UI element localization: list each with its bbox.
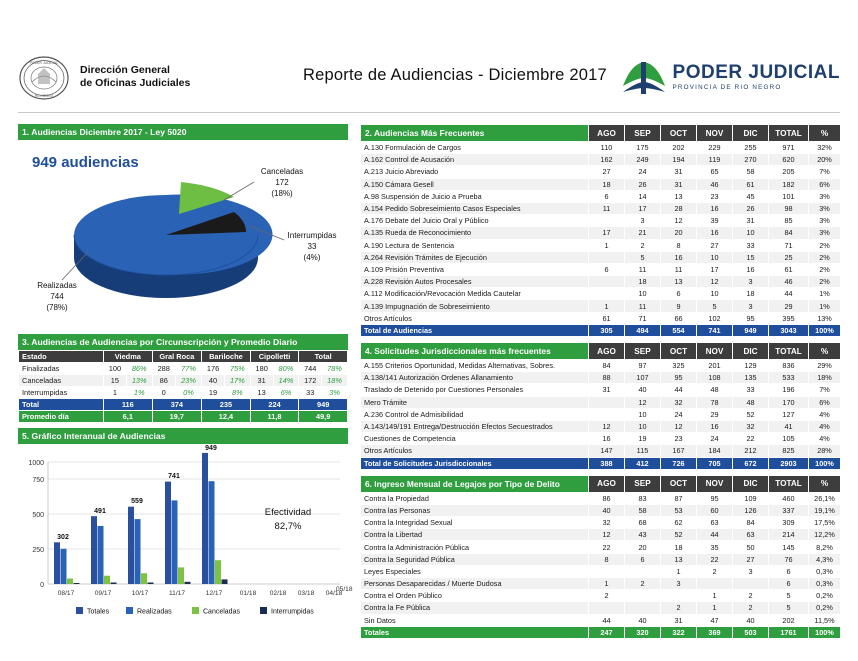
table-row: A.135 Rueda de Reconocimiento 17 21 20 16 10 84 3% — [361, 227, 841, 239]
provincial-seal-icon — [18, 52, 70, 104]
section-4-title-row — [361, 343, 841, 360]
svg-text:01/18: 01/18 — [239, 590, 257, 597]
brand-logo — [621, 56, 840, 98]
table-row: Sin Datos 44 40 31 47 40 202 11,5% — [361, 614, 841, 626]
cell-pct: 6% — [273, 387, 299, 399]
svg-text:PODER JUDICIAL: PODER JUDICIAL — [29, 61, 59, 65]
cell-pct: 8% — [224, 387, 250, 399]
cell-pct: 80% — [273, 363, 299, 375]
x-tick-05-18: 05/18 — [336, 586, 353, 593]
col-bariloche: Bariloche — [202, 351, 251, 363]
col-total: TOTAL — [769, 343, 809, 360]
pie-label-realizadas-pct: (78%) — [46, 303, 68, 312]
pie-label-canceladas-pct: (18%) — [271, 189, 293, 198]
cell-pct: 13% — [126, 375, 152, 387]
row-label: Interrumpidas — [19, 387, 104, 399]
organization-name — [80, 64, 190, 90]
cell-value: 0 — [152, 387, 175, 399]
effectiveness-callout — [236, 506, 340, 534]
col-pct: % — [809, 125, 841, 142]
cell-value: 176 — [202, 363, 225, 375]
cell-pct: 75% — [224, 363, 250, 375]
svg-text:08/17: 08/17 — [57, 590, 75, 597]
svg-text:741: 741 — [168, 473, 180, 480]
col-total: TOTAL — [769, 125, 809, 142]
cell-value: 19 — [202, 387, 225, 399]
pie-label-canceladas-text: Canceladas — [260, 167, 304, 176]
table-header-row — [19, 351, 348, 363]
svg-text:Interrumpidas: Interrumpidas — [271, 608, 314, 616]
col-oct: OCT — [661, 343, 697, 360]
cell-value: 180 — [250, 363, 273, 375]
cell-value: 949 — [299, 399, 348, 411]
svg-text:302: 302 — [57, 534, 69, 541]
table-row: Contra la Integridad Sexual 32 68 62 63 84 309 17,5% — [361, 517, 841, 529]
table-row: A.228 Revisión Autos Procesales 18 13 12 3 46 2% — [361, 276, 841, 288]
table-row: Leyes Especiales 1 2 3 6 0,3% — [361, 565, 841, 577]
pie-label-realizadas — [20, 280, 94, 313]
table-row: A.162 Control de Acusación 162 249 194 119 270 620 20% — [361, 154, 841, 166]
svg-text:04/18: 04/18 — [325, 590, 343, 597]
table-row: Contra la Propiedad 86 83 87 95 109 460 26,1% — [361, 492, 841, 504]
row-label: Total — [19, 399, 104, 411]
cell-pct: 14% — [273, 375, 299, 387]
col-nov: NOV — [697, 343, 733, 360]
legajos-por-delito-table — [360, 475, 841, 639]
interanual-bar-chart — [18, 444, 353, 619]
svg-text:10/17: 10/17 — [131, 590, 149, 597]
col-dic: DIC — [733, 343, 769, 360]
table-row: A.130 Formulación de Cargos 110 175 202 229 255 971 32% — [361, 142, 841, 154]
audiencias-pie-chart — [18, 140, 348, 330]
cell-value: 40 — [202, 375, 225, 387]
svg-text:11/17: 11/17 — [168, 590, 186, 597]
cell-value: 11,8 — [250, 411, 299, 423]
col-viedma: Viedma — [104, 351, 153, 363]
cell-value: 235 — [202, 399, 251, 411]
section-6-title: 6. Ingreso Mensual de Legajos por Tipo de Delito — [361, 475, 589, 492]
svg-text:491: 491 — [94, 508, 106, 515]
right-column — [360, 124, 840, 639]
table-total-row: Totales 247 320 322 369 503 1761 100% — [361, 626, 841, 638]
cell-pct: 1% — [126, 387, 152, 399]
pie-label-interrumpidas-text: Interrumpidas — [287, 231, 337, 240]
table-row: Contra la Seguridad Pública 8 6 13 22 27 76 4,3% — [361, 553, 841, 565]
cell-value: 224 — [250, 399, 299, 411]
left-column — [18, 124, 353, 619]
table-row — [19, 387, 348, 399]
cell-value: 374 — [152, 399, 202, 411]
section-6-title-row — [361, 475, 841, 492]
total-audiencias-label: 949 audiencias — [32, 154, 139, 171]
solicitudes-jurisdiccionales-table — [360, 342, 841, 470]
brand-subtitle: PROVINCIA DE RIO NEGRO — [672, 83, 782, 91]
col-nov: NOV — [697, 475, 733, 492]
svg-text:12/17: 12/17 — [205, 590, 223, 597]
header-divider — [18, 112, 840, 113]
table-row — [19, 375, 348, 387]
col-pct: % — [809, 475, 841, 492]
table-row: Contra las Personas 40 58 53 60 126 337 19,1% — [361, 504, 841, 516]
svg-text:09/17: 09/17 — [94, 590, 112, 597]
svg-text:02/18: 02/18 — [269, 590, 287, 597]
section-4-title: 4. Solicitudes Jurisdiccionales más frecuentes — [361, 343, 589, 360]
section-5 — [18, 428, 353, 619]
col-sep: SEP — [625, 343, 661, 360]
table-total-row: Total de Solicitudes Jurisdiccionales 388 412 726 705 672 2903 100% — [361, 457, 841, 469]
table-row: A.264 Revisión Trámites de Ejecución 5 16 10 15 25 2% — [361, 251, 841, 263]
svg-text:03/18: 03/18 — [297, 590, 315, 597]
col-dic: DIC — [733, 475, 769, 492]
col-ago: AGO — [589, 125, 625, 142]
table-row: A.213 Juicio Abreviado 27 24 31 65 58 205 7% — [361, 166, 841, 178]
page-title: Reporte de Audiencias - Diciembre 2017 — [303, 66, 607, 84]
col-pct: % — [809, 343, 841, 360]
svg-text:Totales: Totales — [87, 608, 110, 616]
svg-text:Realizadas: Realizadas — [137, 608, 172, 616]
table-row: A.150 Cámara Gesell 18 26 31 46 61 182 6% — [361, 178, 841, 190]
section-2-title-row — [361, 125, 841, 142]
table-row: Contra la Fe Pública 2 1 2 5 0,2% — [361, 602, 841, 614]
cell-value: 15 — [104, 375, 127, 387]
svg-text:559: 559 — [131, 498, 143, 505]
section-1-title: 1. Audiencias Diciembre 2017 - Ley 5020 — [18, 124, 348, 140]
table-row: A.236 Control de Admisibilidad 10 24 29 52 127 4% — [361, 408, 841, 420]
table-row: Cuestiones de Competencia 16 19 23 24 22 105 4% — [361, 433, 841, 445]
svg-text:0: 0 — [40, 582, 44, 589]
col-ago: AGO — [589, 475, 625, 492]
col-estado: Estado — [19, 351, 104, 363]
cell-value: 288 — [152, 363, 175, 375]
cell-value: 744 — [299, 363, 322, 375]
table-row: Personas Desaparecidas / Muerte Dudosa 1 2 3 6 0,3% — [361, 578, 841, 590]
table-row: Contra el Orden Público 2 1 2 5 0,2% — [361, 590, 841, 602]
svg-text:500: 500 — [32, 512, 44, 519]
table-row: A.143/149/191 Entrega/Destrucción Efectos Secuestrados 12 10 12 16 32 41 4% — [361, 420, 841, 432]
table-row: A.190 Lectura de Sentencia 1 2 8 27 33 71 2% — [361, 239, 841, 251]
svg-text:750: 750 — [32, 477, 44, 484]
table-row — [19, 363, 348, 375]
svg-text:1000: 1000 — [28, 460, 44, 467]
table-row: A.154 Pedido Sobreseimiento Casos Especiales 11 17 28 16 26 98 3% — [361, 202, 841, 214]
table-row: Contra la Libertad 12 43 52 44 63 214 12,2% — [361, 529, 841, 541]
svg-text:250: 250 — [32, 547, 44, 554]
pie-label-realizadas-value: 744 — [50, 292, 64, 301]
cell-pct: 86% — [126, 363, 152, 375]
table-total-row: Total de Audiencias 305 494 554 741 949 3043 100% — [361, 324, 841, 336]
report-header — [18, 52, 840, 110]
col-total: TOTAL — [769, 475, 809, 492]
cell-pct: 23% — [175, 375, 201, 387]
table-row: Otros Artículos 147 115 167 184 212 825 28% — [361, 445, 841, 457]
col-sep: SEP — [625, 125, 661, 142]
table-average-row — [19, 411, 348, 423]
section-3 — [18, 334, 348, 423]
brand-name: PODER JUDICIAL — [672, 61, 840, 83]
row-label: Promedio día — [19, 411, 104, 423]
table-row: A.112 Modificación/Revocación Medida Cautelar 10 6 10 18 44 1% — [361, 288, 841, 300]
cell-value: 1 — [104, 387, 127, 399]
cell-pct: 17% — [224, 375, 250, 387]
table-row: A.98 Suspensión de Juicio a Prueba 6 14 13 23 45 101 3% — [361, 190, 841, 202]
pie-label-canceladas — [242, 166, 322, 199]
pie-label-interrumpidas — [276, 230, 348, 263]
cell-value: 12,4 — [202, 411, 251, 423]
table-row: A.139 Impugnación de Sobreseimiento 1 11 9 5 3 29 1% — [361, 300, 841, 312]
svg-text:RIO NEGRO: RIO NEGRO — [34, 94, 54, 98]
audiencias-frecuentes-table — [360, 124, 841, 337]
cell-value: 31 — [250, 375, 273, 387]
organization-line-2: de Oficinas Judiciales — [80, 77, 191, 89]
col-ago: AGO — [589, 343, 625, 360]
table-row: Contra la Administración Pública 22 20 18 35 50 145 8,2% — [361, 541, 841, 553]
row-label: Canceladas — [19, 375, 104, 387]
pie-label-realizadas-text: Realizadas — [37, 281, 77, 290]
cell-value: 6,1 — [104, 411, 153, 423]
col-gral-roca: Gral Roca — [152, 351, 202, 363]
table-row: Traslado de Detenido por Cuestiones Personales 31 40 44 48 33 196 7% — [361, 384, 841, 396]
cell-value: 33 — [299, 387, 322, 399]
cell-pct: 18% — [322, 375, 348, 387]
table-row: Otros Artículos 61 71 66 102 95 395 13% — [361, 312, 841, 324]
effectiveness-value: 82,7% — [274, 521, 302, 532]
col-oct: OCT — [661, 475, 697, 492]
table-total-row — [19, 399, 348, 411]
cell-pct: 78% — [322, 363, 348, 375]
cell-pct: 3% — [322, 387, 348, 399]
judicial-branch-icon — [621, 56, 667, 98]
table-row: A.109 Prisión Preventiva 6 11 11 17 16 61 2% — [361, 263, 841, 275]
cell-value: 19,7 — [152, 411, 202, 423]
cell-value: 13 — [250, 387, 273, 399]
col-dic: DIC — [733, 125, 769, 142]
row-label: Finalizadas — [19, 363, 104, 375]
pie-label-interrumpidas-value: 33 — [307, 242, 317, 251]
effectiveness-label: Efectividad — [264, 507, 312, 518]
pie-label-interrumpidas-pct: (4%) — [303, 253, 321, 262]
table-row: A.176 Debate del Juicio Oral y Público 3 12 39 31 85 3% — [361, 215, 841, 227]
pie-label-canceladas-value: 172 — [275, 178, 289, 187]
section-5-title: 5. Gráfico Interanual de Audiencias — [18, 428, 348, 444]
cell-value: 116 — [104, 399, 153, 411]
section-3-title: 3. Audiencias de Audiencias por Circunscripción y Promedio Diario — [18, 334, 348, 350]
cell-value: 172 — [299, 375, 322, 387]
table-row: A.155 Criterios Oportunidad, Medidas Alternativas, Sobres. 84 97 325 201 129 836 29% — [361, 360, 841, 372]
col-sep: SEP — [625, 475, 661, 492]
section-2-title: 2. Audiencias Más Frecuentes — [361, 125, 589, 142]
cell-value: 86 — [152, 375, 175, 387]
table-row: Mero Trámite 12 32 78 48 170 6% — [361, 396, 841, 408]
col-oct: OCT — [661, 125, 697, 142]
cell-pct: 0% — [175, 387, 201, 399]
cell-value: 49,9 — [299, 411, 348, 423]
circunscripcion-table — [18, 350, 348, 423]
organization-line-1: Dirección General — [80, 64, 170, 76]
table-row: A.138/141 Autorización Ordenes Allanamiento 88 107 95 108 135 533 18% — [361, 372, 841, 384]
col-total: Total — [299, 351, 348, 363]
svg-text:949: 949 — [205, 445, 217, 452]
svg-text:Canceladas: Canceladas — [203, 608, 240, 616]
col-nov: NOV — [697, 125, 733, 142]
cell-value: 100 — [104, 363, 127, 375]
col-cipolletti: Cipolletti — [250, 351, 299, 363]
cell-pct: 77% — [175, 363, 201, 375]
